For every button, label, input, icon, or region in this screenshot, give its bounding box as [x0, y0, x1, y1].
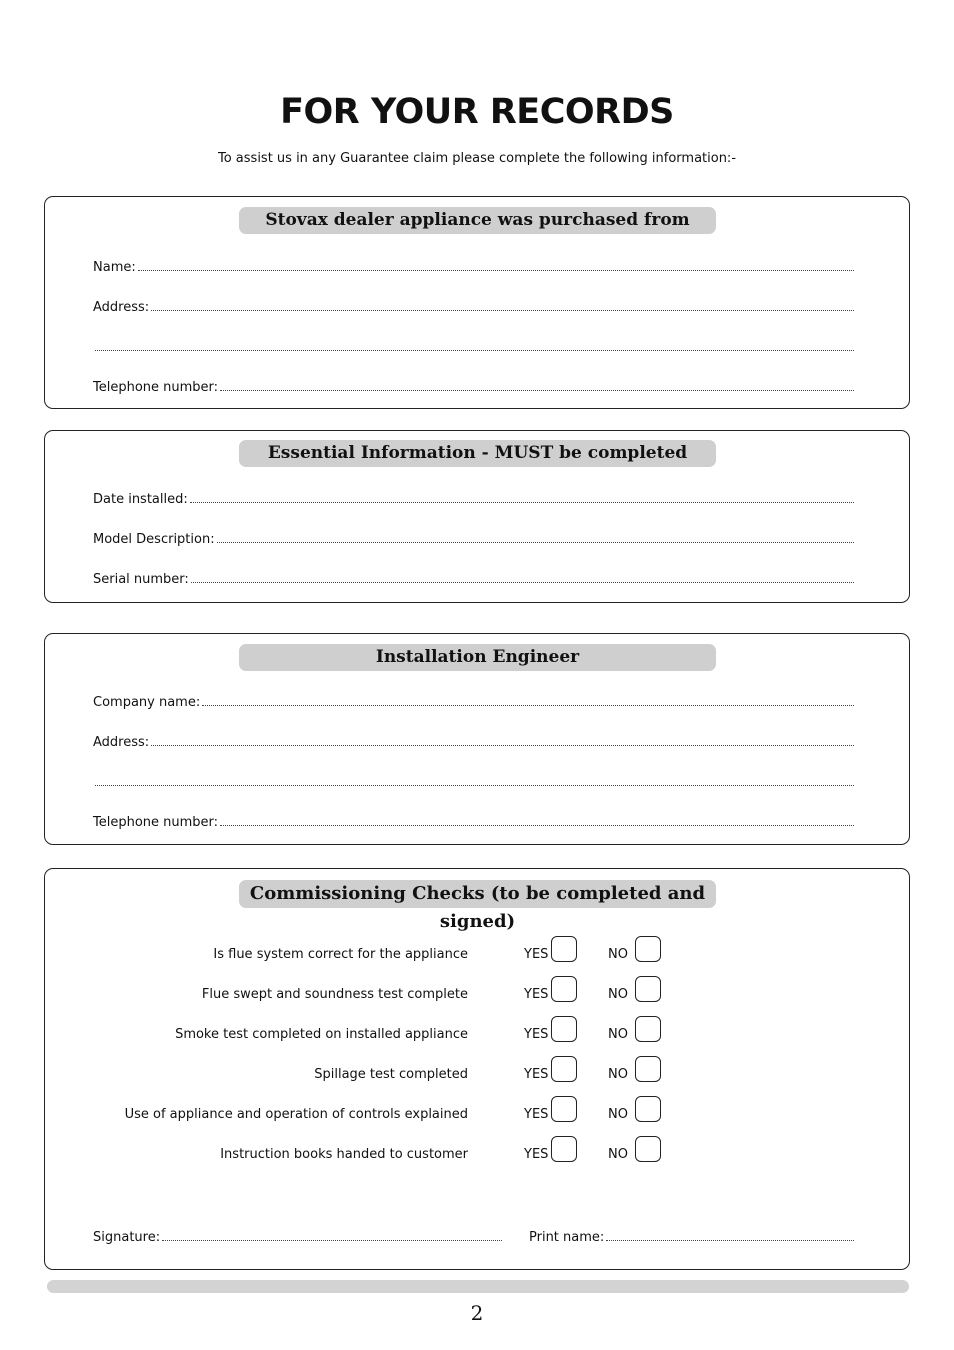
dealer-name-label: Name:: [93, 260, 136, 275]
dealer-address-label: Address:: [93, 300, 150, 315]
check-row: [45, 1136, 911, 1166]
engineer-telephone-field[interactable]: [93, 815, 854, 830]
yes-label: YES: [524, 1067, 549, 1082]
engineer-address-line2-field[interactable]: [93, 775, 854, 786]
no-checkbox[interactable]: [635, 976, 661, 1002]
signature-label: Signature:: [93, 1230, 161, 1245]
print-name-label: Print name:: [529, 1230, 605, 1245]
yes-label: YES: [524, 987, 549, 1002]
company-name-label: Company name:: [93, 695, 201, 710]
check-row: [45, 1016, 911, 1046]
dealer-telephone-label: Telephone number:: [93, 380, 219, 395]
yes-label: YES: [524, 1147, 549, 1162]
page-title: FOR YOUR RECORDS: [280, 92, 674, 132]
check-row: [45, 936, 911, 966]
no-label: NO: [608, 987, 628, 1002]
yes-checkbox[interactable]: [551, 976, 577, 1002]
no-checkbox[interactable]: [635, 1096, 661, 1122]
dealer-section: [44, 196, 910, 409]
serial-number-field[interactable]: [93, 572, 854, 587]
model-description-field[interactable]: [93, 532, 854, 547]
engineer-heading: Installation Engineer: [239, 644, 716, 671]
commissioning-section: [44, 868, 910, 1270]
no-label: NO: [608, 947, 628, 962]
company-name-field[interactable]: [93, 695, 854, 710]
dealer-address-line2-field[interactable]: [93, 340, 854, 351]
dealer-heading: Stovax dealer appliance was purchased from: [239, 207, 716, 234]
yes-checkbox[interactable]: [551, 1056, 577, 1082]
date-installed-label: Date installed:: [93, 492, 188, 507]
engineer-address-field[interactable]: [93, 735, 854, 750]
no-checkbox[interactable]: [635, 1056, 661, 1082]
no-checkbox[interactable]: [635, 936, 661, 962]
no-checkbox[interactable]: [635, 1136, 661, 1162]
dealer-name-field[interactable]: [93, 260, 854, 275]
check-row: [45, 1096, 911, 1126]
dealer-telephone-field[interactable]: [93, 380, 854, 395]
no-checkbox[interactable]: [635, 1016, 661, 1042]
engineer-address-label: Address:: [93, 735, 150, 750]
serial-number-label: Serial number:: [93, 572, 189, 587]
engineer-telephone-label: Telephone number:: [93, 815, 219, 830]
signature-field[interactable]: [93, 1230, 502, 1245]
yes-checkbox[interactable]: [551, 1096, 577, 1122]
page-number: 2: [470, 1301, 484, 1325]
yes-label: YES: [524, 1107, 549, 1122]
yes-checkbox[interactable]: [551, 1136, 577, 1162]
print-name-field[interactable]: [529, 1230, 854, 1245]
footer-bar: [47, 1280, 909, 1293]
check-row: [45, 976, 911, 1006]
page-subtitle: To assist us in any Guarantee claim please complete the following information:-: [217, 151, 737, 166]
no-label: NO: [608, 1067, 628, 1082]
check-question: Use of appliance and operation of controls explained: [124, 1107, 468, 1122]
essential-section: [44, 430, 910, 603]
essential-heading: Essential Information - MUST be completed: [239, 440, 716, 467]
yes-label: YES: [524, 947, 549, 962]
check-question: Is flue system correct for the appliance: [213, 947, 468, 962]
no-label: NO: [608, 1107, 628, 1122]
check-question: Spillage test completed: [314, 1067, 468, 1082]
yes-checkbox[interactable]: [551, 1016, 577, 1042]
date-installed-field[interactable]: [93, 492, 854, 507]
engineer-section: [44, 633, 910, 845]
dealer-address-field[interactable]: [93, 300, 854, 315]
no-label: NO: [608, 1027, 628, 1042]
no-label: NO: [608, 1147, 628, 1162]
check-question: Smoke test completed on installed appliance: [175, 1027, 468, 1042]
yes-checkbox[interactable]: [551, 936, 577, 962]
check-question: Flue swept and soundness test complete: [201, 987, 468, 1002]
check-question: Instruction books handed to customer: [220, 1147, 468, 1162]
model-description-label: Model Description:: [93, 532, 215, 547]
commissioning-heading: Commissioning Checks (to be completed and signed): [239, 880, 716, 908]
check-row: [45, 1056, 911, 1086]
yes-label: YES: [524, 1027, 549, 1042]
